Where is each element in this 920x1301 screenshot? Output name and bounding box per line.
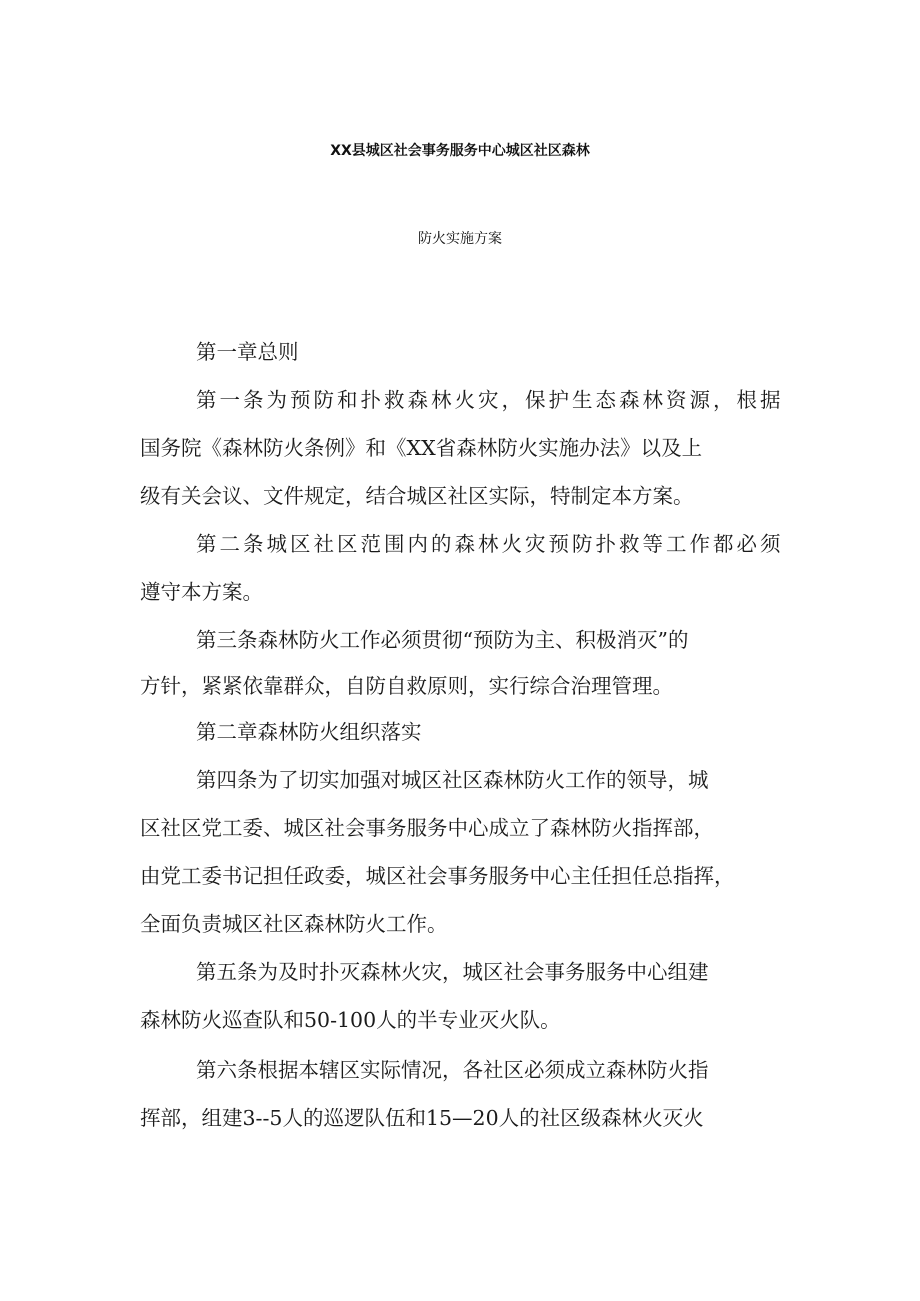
paragraph-line: 第五条为及时扑灭森林火灾，城区社会事务服务中心组建 — [196, 960, 709, 984]
paragraph-line: 挥部，组建3--5人的巡逻队伍和15—20人的社区级森林火灭火 — [140, 1106, 704, 1130]
paragraph-line: 森林防火巡查队和50-100人的半专业灭火队。 — [140, 1008, 561, 1032]
paragraph-line: 全面负责城区社区森林防火工作。 — [140, 912, 448, 936]
document-title-line1: XX县城区社会事务服务中心城区社区森林 — [330, 143, 590, 159]
paragraph-line: 由党工委书记担任政委，城区社会事务服务中心主任担任总指挥， — [140, 864, 735, 888]
paragraph-line: 国务院《森林防火条例》和《XX省森林防火实施办法》以及上 — [140, 436, 703, 460]
chapter-heading: 第一章总则 — [196, 340, 299, 364]
paragraph-line: 遵守本方案。 — [140, 580, 263, 604]
paragraph-line: 第三条森林防火工作必须贯彻“预防为主、积极消灭”的 — [196, 628, 689, 652]
document-title-line2: 防火实施方案 — [418, 231, 502, 247]
paragraph-line: 级有关会议、文件规定，结合城区社区实际，特制定本方案。 — [140, 484, 694, 508]
chapter-heading: 第二章森林防火组织落实 — [196, 720, 422, 744]
paragraph-line: 第四条为了切实加强对城区社区森林防火工作的领导，城 — [196, 768, 709, 792]
paragraph-line: 方针，紧紧依靠群众，自防自救原则，实行综合治理管理。 — [140, 674, 673, 698]
paragraph-line: 第六条根据本辖区实际情况，各社区必须成立森林防火指 — [196, 1058, 709, 1082]
paragraph-line: 第二条城区社区范围内的森林火灾预防扑救等工作都必须 — [196, 532, 784, 556]
paragraph-line: 第一条为预防和扑救森林火灾，保护生态森林资源，根据 — [196, 388, 784, 412]
paragraph-line: 区社区党工委、城区社会事务服务中心成立了森林防火指挥部， — [140, 816, 714, 840]
